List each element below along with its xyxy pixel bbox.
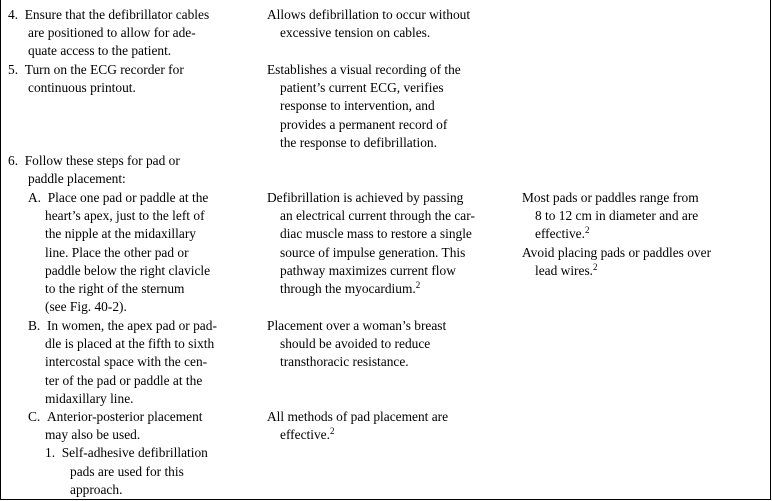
text-line: response to intervention, and: [280, 98, 435, 114]
step-4-rationale: [267, 6, 512, 42]
text-line: line. Place the other pad or: [45, 244, 189, 260]
text-line: paddle placement:: [28, 171, 126, 187]
text-fragment: effective.: [535, 226, 585, 242]
text-line: approach.: [70, 481, 123, 497]
text-line: pads are used for this: [70, 463, 184, 479]
text-line: diac muscle mass to restore a single: [280, 226, 472, 242]
citation-superscript: 2: [584, 225, 590, 236]
step-b-rationale: [267, 317, 512, 372]
text-line: [522, 262, 767, 280]
text-line: midaxillary line.: [45, 390, 134, 406]
text-line: paddle below the right clavicle: [45, 262, 211, 278]
text-line: should be avoided to reduce: [280, 336, 431, 352]
text-line: Placement over a woman’s breast: [267, 318, 447, 333]
citation-superscript: 2: [593, 261, 598, 272]
text-line: 8 to 12 cm in diameter and are: [535, 208, 699, 224]
text-line: transthoracic resistance.: [280, 354, 409, 370]
text-line: [267, 426, 512, 444]
step-c-action: [8, 408, 253, 499]
text-line: Most pads or paddles range from: [522, 190, 699, 205]
text-line: 1. Self-adhesive defibrillation: [45, 445, 208, 461]
text-line: provides a permanent record of: [280, 116, 448, 132]
text-line: [267, 280, 512, 298]
text-line: continuous printout.: [28, 80, 136, 96]
step-c-rationale: [267, 408, 512, 444]
text-line: pathway maximizes current flow: [280, 262, 456, 278]
text-line: Defibrillation is achieved by passing: [267, 190, 464, 205]
step-5-rationale: [267, 61, 512, 152]
text-line: (see Fig. 40-2).: [45, 299, 127, 315]
text-fragment: lead wires.: [535, 262, 594, 278]
text-fragment: effective.: [280, 427, 330, 443]
text-line: Establishes a visual recording of the: [267, 62, 461, 77]
text-line: an electrical current through the car-: [280, 208, 475, 224]
citation-superscript: 2: [329, 426, 335, 437]
text-line: C. Anterior-posterior placement: [28, 409, 203, 424]
step-5-action: [8, 61, 253, 97]
text-line: the nipple at the midaxillary: [45, 226, 196, 242]
step-a-note: [522, 189, 767, 280]
text-line: to the right of the sternum: [45, 281, 185, 297]
citation-superscript: 2: [415, 280, 421, 291]
step-a-action: [8, 189, 253, 316]
text-line: 6. Follow these steps for pad or: [8, 153, 180, 168]
step-4-action: [8, 6, 253, 61]
text-line: Avoid placing pads or paddles over: [522, 244, 712, 260]
text-line: [522, 225, 767, 243]
text-line: the response to defibrillation.: [280, 134, 437, 150]
step-6-action: [8, 152, 253, 188]
text-line: All methods of pad placement are: [267, 409, 449, 424]
step-a-rationale: [267, 189, 512, 298]
text-line: source of impulse generation. This: [280, 244, 466, 260]
text-line: dle is placed at the fifth to sixth: [45, 336, 215, 352]
text-line: ter of the pad or paddle at the: [45, 372, 203, 388]
text-line: B. In women, the apex pad or pad-: [28, 318, 217, 333]
text-line: heart’s apex, just to the left of: [45, 208, 205, 224]
text-line: may also be used.: [45, 427, 141, 443]
text-line: Allows defibrillation to occur without: [267, 7, 471, 22]
text-line: 5. Turn on the ECG recorder for: [8, 62, 184, 77]
text-line: 4. Ensure that the defibrillator cables: [8, 7, 210, 22]
step-b-action: [8, 317, 253, 408]
text-line: patient’s current ECG, verifies: [280, 80, 444, 96]
text-line: quate access to the patient.: [28, 43, 172, 59]
text-fragment: through the myocardium.: [280, 281, 416, 297]
text-line: excessive tension on cables.: [280, 25, 431, 41]
text-line: are positioned to allow for ade-: [28, 25, 196, 41]
text-line: intercostal space with the cen-: [45, 354, 208, 370]
text-line: A. Place one pad or paddle at the: [28, 190, 209, 205]
